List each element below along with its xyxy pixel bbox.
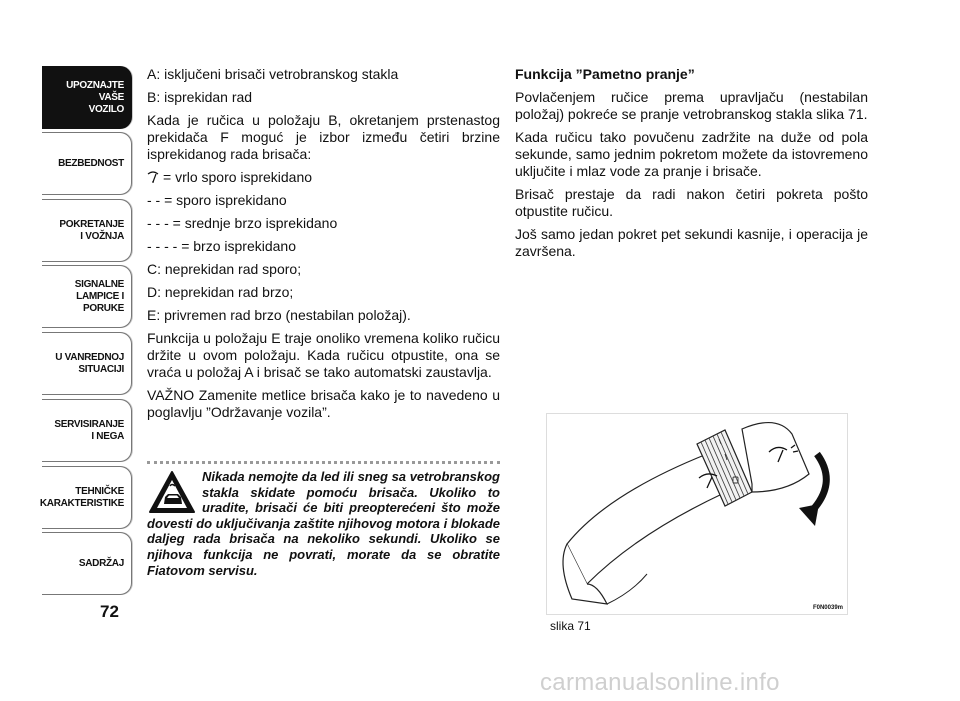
warning-text: Nikada nemojte da led ili sneg sa vetrobranskog stakla skidate pomoću brisača. Ukoliko to uradite, brisači će biti preopterećeni što može dovesti do uključivanja zaštite njihovog motora i blokade daljeg rada brisača na nekoliko sekundi. Ukoliko se njihova funkcija ne povrati, morate da se obratite Fiatovom servisu. [147, 469, 500, 578]
tab-label: U VANREDNOJ SITUACIJI [55, 351, 124, 375]
tab-label: SADRŽAJ [78, 557, 124, 569]
paragraph: E: privremen rad brzo (nestabilan položaj). [147, 307, 411, 323]
paragraph: B: isprekidan rad [147, 89, 253, 105]
paragraph: Brisač prestaje da radi nakon četiri pokreta pošto otpustite ručicu. [515, 186, 868, 219]
paragraph: - - - = srednje brzo isprekidano [147, 215, 338, 231]
paragraph: = vrlo sporo isprekidano [163, 169, 313, 185]
interval-very-slow [147, 169, 500, 186]
tab-servisiranje-i-nega[interactable] [42, 399, 132, 462]
tab-u-vanrednoj-situaciji[interactable] [42, 332, 132, 395]
right-column [515, 66, 868, 266]
paragraph: D: neprekidan rad brzo; [147, 284, 294, 300]
section-heading: Funkcija ”Pametno pranje” [515, 66, 695, 82]
paragraph: Kada je ručica u položaju B, okretanjem prstenastog prekidača F moguć je izbor između četiri brzine isprekidanog rada brisača: [147, 112, 500, 162]
tab-label: TEHNIČKE KARAKTERISTIKE [39, 485, 124, 509]
paragraph: VAŽNO Zamenite metlice brisača kako je to navedeno u poglavlju ”Održavanje vozila”. [147, 387, 500, 420]
paragraph: C: neprekidan rad sporo; [147, 261, 302, 277]
wiper-stalk-illustration [547, 414, 847, 614]
watermark: carmanualsonline.info [540, 669, 780, 696]
tab-tehnicke-karakteristike[interactable] [39, 466, 132, 529]
warning-divider [147, 461, 500, 464]
tab-bezbednost[interactable] [42, 132, 132, 195]
paragraph: A: isključeni brisači vetrobranskog stakla [147, 66, 399, 82]
paragraph: Još samo jedan pokret pet sekundi kasnije, i operacija je završena. [515, 226, 868, 259]
tab-label: BEZBEDNOST [58, 157, 124, 169]
wiper-intermittent-icon [147, 171, 159, 183]
tab-label: UPOZNAJTE VAŠE VOZILO [66, 79, 124, 115]
tab-signalne-lampice[interactable] [42, 265, 132, 328]
left-column [147, 66, 500, 427]
warning-text-block [147, 469, 500, 578]
figure-caption: slika 71 [550, 619, 591, 633]
paragraph: - - = sporo isprekidano [147, 192, 287, 208]
tab-pokretanje-i-voznja[interactable] [42, 199, 132, 262]
tab-upoznajte-vase-vozilo[interactable] [42, 66, 132, 129]
paragraph: Funkcija u položaju E traje onoliko vremena koliko ručicu držite u ovom položaju. Kada ručicu otpustite, ona se vraća u položaj A i brisač se tako automatski zaustavlja. [147, 330, 500, 380]
figure-code: F0N0039m [812, 605, 843, 611]
tab-label: SERVISIRANJE I NEGA [54, 418, 124, 442]
tab-sadrzaj[interactable] [42, 532, 132, 595]
paragraph: - - - - = brzo isprekidano [147, 238, 296, 254]
figure-wiper-stalk [546, 413, 848, 615]
paragraph: Kada ručicu tako povučenu zadržite na duže od pola sekunde, samo jednim pokretom možete da istovremeno uključite i mlaz vode za pranje i brisače. [515, 129, 868, 179]
tab-label: POKRETANJE I VOŽNJA [59, 218, 124, 242]
page-number: 72 [100, 602, 119, 621]
paragraph: Povlačenjem ručice prema upravljaču (nestabilan položaj) pokreće se pranje vetrobranskog stakla slika 71. [515, 89, 868, 122]
tab-label: SIGNALNE LAMPICE I PORUKE [74, 278, 124, 314]
